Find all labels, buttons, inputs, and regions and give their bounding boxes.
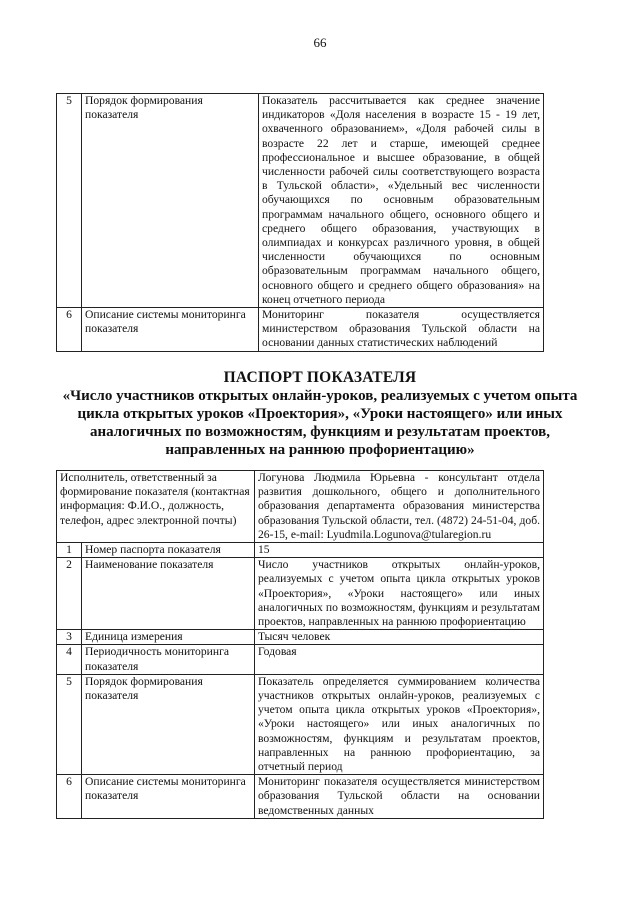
row-name: Периодичность мониторинга показателя — [82, 645, 255, 674]
row-name: Описание системы мониторинга показателя — [82, 308, 259, 352]
passport-title: ПАСПОРТ ПОКАЗАТЕЛЯ — [223, 369, 417, 386]
row-name: Наименование показателя — [82, 558, 255, 630]
table-row — [57, 308, 544, 352]
passport-subtitle: «Число участников открытых онлайн-уроков, реализуемых с учетом опыта цикла открытых уроков «Проектория», «Уроки настоящего» или иных аналогичных по возможностям, функциям и результатам проектов, направленных на раннюю профориентацию» — [62, 388, 578, 458]
row-value: Число участников открытых онлайн-уроков, реализуемых с учетом опыта цикла открытых уроков «Проектория», «Уроки настоящего» или иных аналогичных по возможностям, функциям и результатам проектов, направленных на раннюю профориентацию — [255, 558, 544, 630]
row-number: 5 — [57, 674, 82, 774]
indicator-passport-table — [56, 470, 544, 819]
row-number: 5 — [57, 94, 82, 308]
page-number: 66 — [313, 35, 327, 50]
row-value: Мониторинг показателя осуществляется министерством образования Тульской области на основании ведомственных данных — [255, 775, 544, 819]
executor-value: Логунова Людмила Юрьевна - консультант отдела развития дошкольного, общего и дополнительного образования департамента образования министерства образования Тульской области, тел. (4872) 24-51-04, доб. 26-15, e-mail: Lyudmila.Logunova@tularegion.ru — [255, 471, 544, 543]
table-row — [57, 94, 544, 308]
table-row — [57, 775, 544, 819]
row-name: Единица измерения — [82, 630, 255, 645]
row-number: 1 — [57, 543, 82, 558]
row-value: Мониторинг показателя осуществляется министерством образования Тульской области на основании данных статистических наблюдений — [259, 308, 544, 352]
passport-heading — [60, 369, 580, 459]
row-value: Показатель определяется суммированием количества участников открытых онлайн-уроков, реализуемых с учетом опыта цикла открытых уроков «Проектория», «Уроки настоящего» или иных аналогичных по возможностям, функциям и результатам проектов, направленных на раннюю профориентацию, за отчетный период — [255, 674, 544, 774]
row-number: 6 — [57, 775, 82, 819]
table-row-executor — [57, 471, 544, 543]
row-value: Тысяч человек — [255, 630, 544, 645]
table-row — [57, 630, 544, 645]
table-row — [57, 543, 544, 558]
row-number: 2 — [57, 558, 82, 630]
row-name: Порядок формирования показателя — [82, 94, 259, 308]
row-number: 4 — [57, 645, 82, 674]
row-name: Описание системы мониторинга показателя — [82, 775, 255, 819]
table-row — [57, 558, 544, 630]
row-value: Годовая — [255, 645, 544, 674]
row-name: Номер паспорта показателя — [82, 543, 255, 558]
table-row — [57, 674, 544, 774]
row-number: 6 — [57, 308, 82, 352]
row-name: Порядок формирования показателя — [82, 674, 255, 774]
indicator-table-continued — [56, 93, 544, 352]
row-number: 3 — [57, 630, 82, 645]
table-row — [57, 645, 544, 674]
row-value: Показатель рассчитывается как среднее значение индикаторов «Доля населения в возрасте 15 - 19 лет, охваченного образованием», «Доля рабочей силы в возрасте 22 лет и старше, имеющей среднее профессиональное и высшее образование, в общей численности рабочей силы соответствующего возраста в Тульской области», «Удельный вес численности обучающихся по основным образовательным программам начального общего, основного общего и среднего общего образования, участвующих в олимпиадах и конкурсах различного уровня, в общей численности обучающихся по основным образовательным программам начального общего, основного общего и среднего общего образования» на конец отчетного периода — [259, 94, 544, 308]
row-value: 15 — [255, 543, 544, 558]
executor-label: Исполнитель, ответственный за формирование показателя (контактная информация: Ф.И.О., должность, телефон, адрес электронной почты) — [57, 471, 255, 543]
